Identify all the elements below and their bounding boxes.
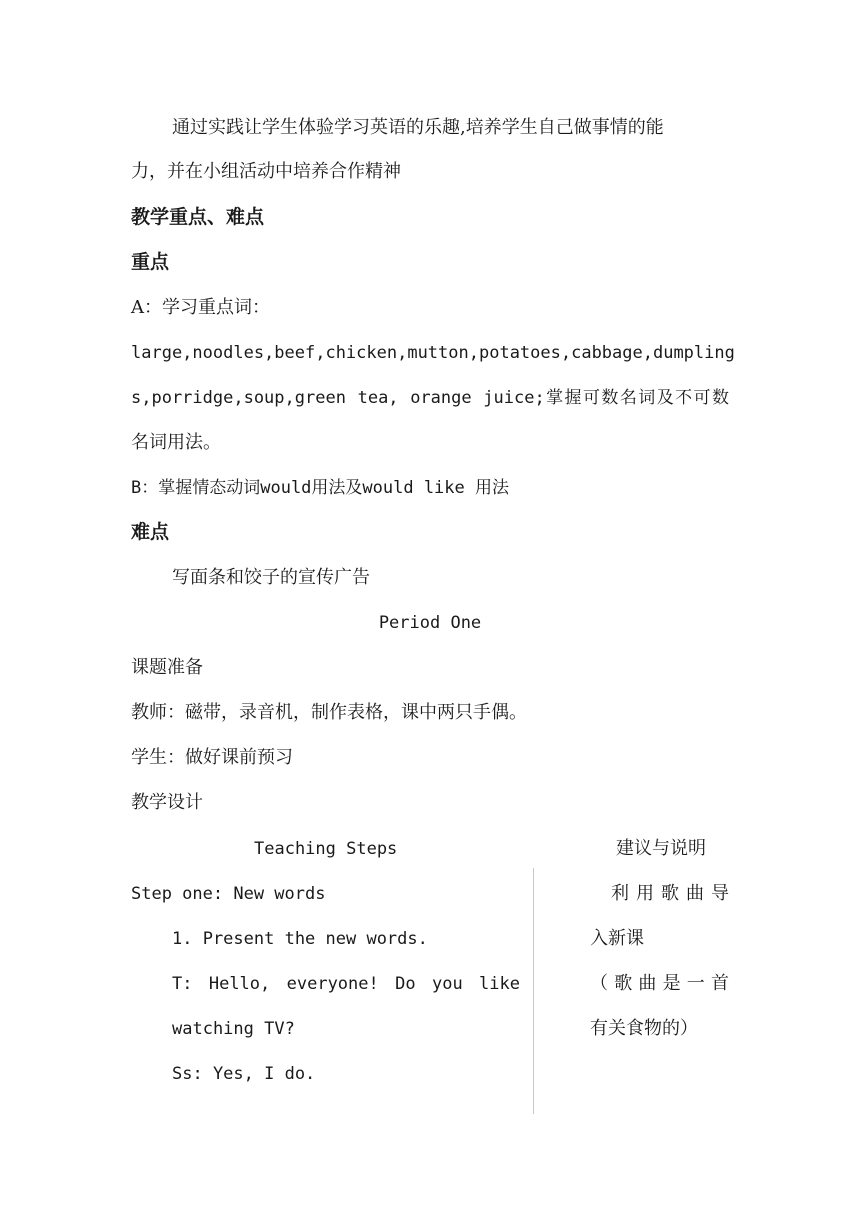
period-title: Period One: [378, 613, 482, 633]
table-step-line: Step one: New words: [131, 884, 326, 904]
difficult-text: 写面条和饺子的宣传广告: [172, 567, 370, 588]
table-note-line: （歌曲是一首: [590, 973, 729, 994]
table-step-line: Ss: Yes, I do.: [172, 1064, 316, 1084]
key-points-heading: 教学重点、难点: [131, 206, 265, 228]
key-subheading: 重点: [131, 251, 170, 273]
key-a-label: A：学习重点词：: [131, 297, 270, 318]
table-step-line: watching TV?: [172, 1019, 295, 1039]
table-step-line: 1. Present the new words.: [172, 929, 428, 949]
prep-heading: 课题准备: [131, 657, 203, 678]
key-b-line: B：掌握情态动词would用法及would like 用法: [131, 478, 509, 498]
design-heading: 教学设计: [131, 792, 203, 813]
teacher-prep: 教师：磁带，录音机，制作表格，课中两只手偶。: [131, 702, 527, 723]
table-note-line: 利用歌曲导: [611, 883, 729, 904]
difficult-subheading: 难点: [131, 521, 170, 543]
objective-line-2: 力，并在小组活动中培养合作精神: [131, 161, 401, 182]
key-a-words-line-1: large,noodles,beef,chicken,mutton,potatoes,cabbage,dumpling: [131, 343, 735, 363]
key-a-words-line-2: s,porridge,soup,green tea, orange juice;掌握可数名词及不可数: [131, 388, 729, 408]
table-header-steps: Teaching Steps: [254, 839, 398, 859]
key-a-words-line-3: 名词用法。: [131, 432, 221, 453]
objective-line-1: 通过实践让学生体验学习英语的乐趣,培养学生自己做事情的能: [172, 117, 664, 138]
student-prep: 学生：做好课前预习: [131, 747, 293, 768]
table-note-line: 入新课: [590, 928, 644, 949]
table-column-divider: [533, 868, 534, 1114]
table-header-notes: 建议与说明: [616, 838, 706, 859]
table-step-line: T: Hello, everyone! Do you like: [172, 974, 520, 994]
table-note-line: 有关食物的）: [590, 1018, 698, 1039]
